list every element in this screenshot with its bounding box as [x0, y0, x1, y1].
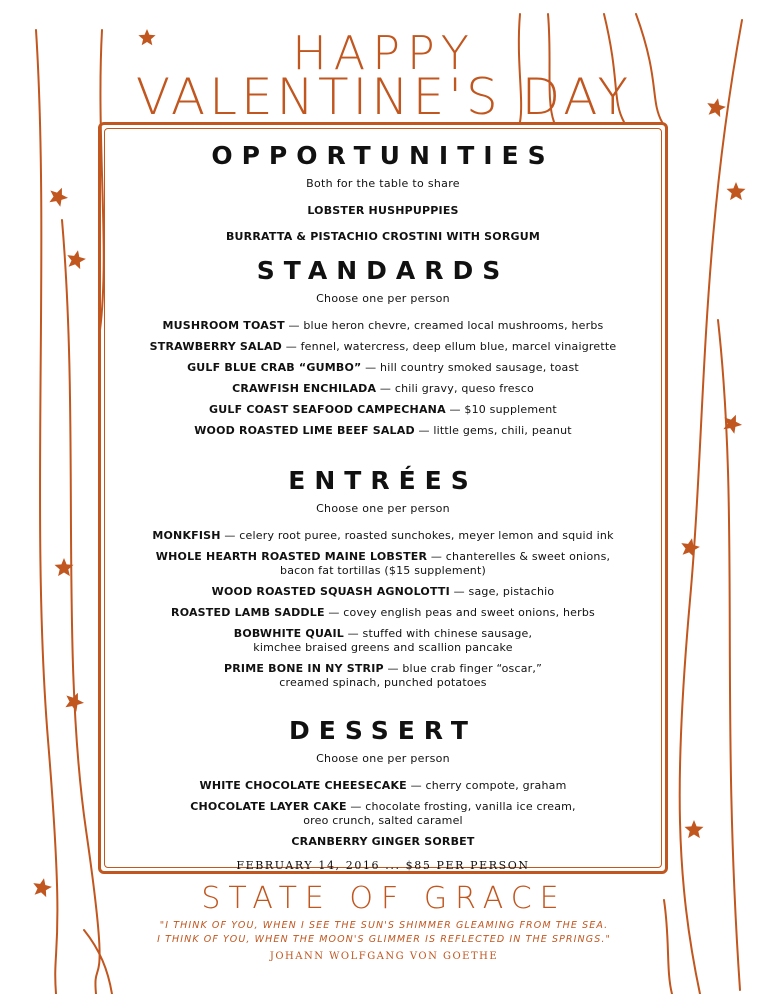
section-entrees — [104, 468, 662, 697]
menu-item: CRANBERRY GINGER SORBET — [291, 835, 475, 848]
star-icon — [67, 250, 86, 269]
section-subheading: Choose one per person — [316, 292, 450, 305]
title-happy: HAPPY — [292, 26, 476, 80]
menu-item: STRAWBERRY SALAD — fennel, watercress, deep ellum blue, marcel vinaigrette — [149, 340, 617, 353]
star-icon — [685, 820, 704, 838]
menu-item: LOBSTER HUSHPUPPIES — [307, 204, 459, 217]
menu-item: WHITE CHOCOLATE CHEESECAKE — cherry compote, graham — [199, 779, 567, 792]
star-icon — [723, 415, 742, 434]
quote-author: JOHANN WOLFGANG VON GOETHE — [269, 951, 499, 962]
menu-item: CHOCOLATE LAYER CAKE — chocolate frosting, vanilla ice cream, oreo crunch, salted caramel — [190, 800, 576, 827]
date-price-line: FEBRUARY 14, 2016 ... $85 PER PERSON — [236, 859, 530, 872]
section-standards — [104, 258, 662, 445]
section-heading: ENTRÉES — [288, 466, 478, 495]
menu-item: WOOD ROASTED SQUASH AGNOLOTTI — sage, pistachio — [211, 585, 555, 598]
section-opportunities — [104, 143, 662, 251]
quote-line-1: "I THINK OF YOU, WHEN I SEE THE SUN'S SHIMMER GLEAMING FROM THE SEA. — [159, 920, 609, 931]
section-subheading: Choose one per person — [316, 752, 450, 765]
menu-item: WHOLE HEARTH ROASTED MAINE LOBSTER — chanterelles & sweet onions, bacon fat tortillas ($15 supplement) — [155, 550, 611, 577]
menu-item: MUSHROOM TOAST — blue heron chevre, creamed local mushrooms, herbs — [162, 319, 604, 332]
star-icon — [49, 188, 68, 207]
star-icon — [55, 558, 74, 576]
menu-item: GULF COAST SEAFOOD CAMPECHANA — $10 supplement — [209, 403, 557, 416]
menu-item: GULF BLUE CRAB “GUMBO” — hill country smoked sausage, toast — [187, 361, 579, 374]
menu-item: BURRATTA & PISTACHIO CROSTINI WITH SORGUM — [225, 230, 541, 243]
section-heading: DESSERT — [289, 716, 477, 745]
menu-item: MONKFISH — celery root puree, roasted sunchokes, meyer lemon and squid ink — [152, 529, 614, 542]
star-icon — [681, 538, 700, 557]
section-heading: STANDARDS — [256, 256, 510, 285]
menu-item: CRAWFISH ENCHILADA — chili gravy, queso fresco — [232, 382, 534, 395]
quote-line-2: I THINK OF YOU, WHEN THE MOON'S GLIMMER IS REFLECTED IN THE SPRINGS." — [157, 934, 611, 945]
menu-item: PRIME BONE IN NY STRIP — blue crab finger “oscar,” creamed spinach, punched potatoes — [224, 662, 542, 689]
menu-item: ROASTED LAMB SADDLE — covey english peas and sweet onions, herbs — [171, 606, 595, 619]
star-icon — [65, 693, 84, 712]
title-valentines-day: VALENTINE'S DAY — [135, 68, 633, 126]
section-subheading: Choose one per person — [316, 502, 450, 515]
menu-item: WOOD ROASTED LIME BEEF SALAD — little gems, chili, peanut — [194, 424, 572, 437]
menu-item: BOBWHITE QUAIL — stuffed with chinese sausage, kimchee braised greens and scallion pancake — [233, 627, 533, 654]
section-dessert — [104, 718, 662, 856]
section-subheading: Both for the table to share — [306, 177, 460, 190]
restaurant-name: STATE OF GRACE — [201, 881, 567, 916]
section-heading: OPPORTUNITIES — [211, 141, 555, 170]
star-icon — [727, 182, 746, 200]
